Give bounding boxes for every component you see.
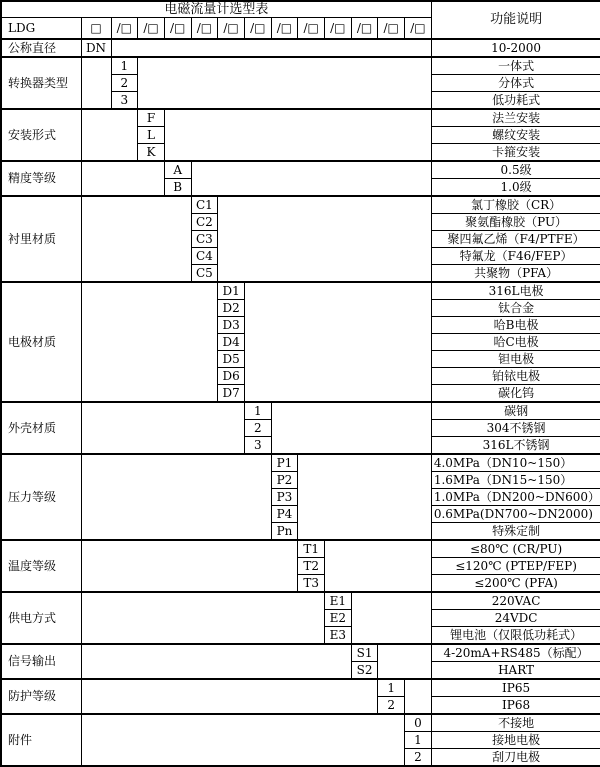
- option-desc: 1.0级: [431, 179, 600, 197]
- option-desc: 特殊定制: [431, 523, 600, 541]
- section-label: 温度等级: [1, 540, 81, 592]
- option-code: K: [138, 144, 165, 162]
- option-code: C3: [191, 231, 218, 248]
- option-desc: 刮刀电极: [431, 749, 600, 767]
- section-label: 转换器类型: [1, 57, 81, 109]
- option-code: 3: [244, 437, 271, 455]
- option-code: P4: [271, 506, 298, 523]
- option-desc: 碳钢: [431, 402, 600, 420]
- option-code: C5: [191, 265, 218, 283]
- option-desc: IP65: [431, 679, 600, 697]
- spacer: [298, 454, 432, 540]
- section-label: 信号输出: [1, 644, 81, 679]
- option-desc: 碳化钨: [431, 385, 600, 403]
- option-desc: 特氟龙（F46/FEP）: [431, 248, 600, 265]
- spacer: [138, 57, 432, 109]
- spacer: [191, 161, 431, 196]
- option-code: C1: [191, 196, 218, 214]
- option-desc: 分体式: [431, 75, 600, 92]
- spacer: [81, 196, 191, 282]
- spacer: [378, 644, 431, 679]
- option-desc: 不接地: [431, 714, 600, 732]
- option-code: A: [164, 161, 191, 179]
- option-desc: 0.6MPa(DN700~DN2000): [431, 506, 600, 523]
- option-desc: 1.0MPa（DN200~DN600）: [431, 489, 600, 506]
- option-desc: 316L电极: [431, 282, 600, 300]
- option-code: L: [138, 127, 165, 144]
- option-desc: 哈B电极: [431, 317, 600, 334]
- option-code: 0: [405, 714, 432, 732]
- option-desc: 聚氨酯橡胶（PU）: [431, 214, 600, 231]
- option-code: D3: [218, 317, 245, 334]
- option-code: DN: [81, 39, 111, 57]
- option-desc: 法兰安装: [431, 109, 600, 127]
- spacer: [164, 109, 431, 161]
- option-desc: 4-20mA+RS485（标配）: [431, 644, 600, 662]
- spacer: [325, 540, 432, 592]
- checkbox-slot: □: [81, 18, 111, 40]
- spacer: [81, 161, 164, 196]
- spacer: [218, 196, 432, 282]
- spacer: [81, 454, 271, 540]
- spacer: [81, 679, 378, 714]
- option-desc: ≤80℃ (CR/PU): [431, 540, 600, 558]
- option-desc: IP68: [431, 697, 600, 715]
- option-desc: 锂电池（仅限低功耗式）: [431, 627, 600, 645]
- option-desc: 304不锈钢: [431, 420, 600, 437]
- spacer: [81, 592, 325, 644]
- section-label: 电极材质: [1, 282, 81, 402]
- option-desc: 接地电极: [431, 732, 600, 749]
- option-desc: 铂铱电极: [431, 368, 600, 385]
- option-desc: 10-2000: [431, 39, 600, 57]
- option-code: 2: [378, 697, 405, 715]
- option-desc: 低功耗式: [431, 92, 600, 110]
- option-desc: 钽电极: [431, 351, 600, 368]
- option-code: 1: [111, 57, 138, 75]
- option-desc: 钛合金: [431, 300, 600, 317]
- checkbox-slot: /□: [405, 18, 432, 40]
- option-desc: 220VAC: [431, 592, 600, 610]
- option-code: D5: [218, 351, 245, 368]
- spacer: [81, 540, 298, 592]
- spacer: [81, 714, 405, 766]
- option-code: S2: [351, 662, 378, 680]
- option-code: 2: [405, 749, 432, 767]
- option-code: 2: [111, 75, 138, 92]
- model-prefix: LDG: [1, 18, 81, 40]
- spacer: [81, 109, 138, 161]
- option-code: D7: [218, 385, 245, 403]
- checkbox-slot: /□: [138, 18, 165, 40]
- checkbox-slot: /□: [218, 18, 245, 40]
- option-code: P1: [271, 454, 298, 472]
- spacer: [405, 679, 432, 714]
- section-label: 衬里材质: [1, 196, 81, 282]
- option-code: C2: [191, 214, 218, 231]
- option-code: 1: [244, 402, 271, 420]
- checkbox-slot: /□: [164, 18, 191, 40]
- section-label: 附件: [1, 714, 81, 766]
- option-desc: HART: [431, 662, 600, 680]
- option-code: B: [164, 179, 191, 197]
- option-desc: 共聚物（PFA）: [431, 265, 600, 283]
- option-code: 2: [244, 420, 271, 437]
- option-desc: 氯丁橡胶（CR）: [431, 196, 600, 214]
- option-desc: 螺纹安装: [431, 127, 600, 144]
- option-desc: 24VDC: [431, 610, 600, 627]
- spacer: [111, 39, 431, 57]
- spacer: [351, 592, 431, 644]
- section-label: 安装形式: [1, 109, 81, 161]
- option-desc: 一体式: [431, 57, 600, 75]
- option-code: P3: [271, 489, 298, 506]
- option-desc: 0.5级: [431, 161, 600, 179]
- checkbox-slot: /□: [111, 18, 138, 40]
- spacer: [81, 644, 351, 679]
- option-code: T1: [298, 540, 325, 558]
- option-code: D6: [218, 368, 245, 385]
- spacer: [81, 57, 111, 109]
- checkbox-slot: /□: [271, 18, 298, 40]
- section-label: 供电方式: [1, 592, 81, 644]
- spacer: [271, 402, 431, 454]
- option-code: 1: [378, 679, 405, 697]
- spacer: [81, 402, 244, 454]
- option-desc: ≤120℃ (PTEP/FEP): [431, 558, 600, 575]
- option-code: E2: [325, 610, 352, 627]
- option-desc: 1.6MPa（DN15~150）: [431, 472, 600, 489]
- option-code: T3: [298, 575, 325, 593]
- spacer: [81, 282, 218, 402]
- option-code: 1: [405, 732, 432, 749]
- option-code: F: [138, 109, 165, 127]
- section-label: 防护等级: [1, 679, 81, 714]
- option-code: D4: [218, 334, 245, 351]
- option-code: P2: [271, 472, 298, 489]
- option-code: E3: [325, 627, 352, 645]
- option-desc: ≤200℃ (PFA): [431, 575, 600, 593]
- option-code: C4: [191, 248, 218, 265]
- function-column-header: 功能说明: [431, 1, 600, 39]
- option-code: D2: [218, 300, 245, 317]
- section-label: 压力等级: [1, 454, 81, 540]
- checkbox-slot: /□: [378, 18, 405, 40]
- checkbox-slot: /□: [325, 18, 352, 40]
- checkbox-slot: /□: [351, 18, 378, 40]
- option-desc: 聚四氟乙烯（F4/PTFE）: [431, 231, 600, 248]
- option-code: T2: [298, 558, 325, 575]
- option-code: Pn: [271, 523, 298, 541]
- spacer: [244, 282, 431, 402]
- section-label: 公称直径: [1, 39, 81, 57]
- option-desc: 316L不锈钢: [431, 437, 600, 455]
- option-code: S1: [351, 644, 378, 662]
- option-desc: 哈C电极: [431, 334, 600, 351]
- option-code: 3: [111, 92, 138, 110]
- checkbox-slot: /□: [298, 18, 325, 40]
- option-desc: 4.0MPa（DN10~150）: [431, 454, 600, 472]
- section-label: 外壳材质: [1, 402, 81, 454]
- checkbox-slot: /□: [191, 18, 218, 40]
- checkbox-slot: /□: [244, 18, 271, 40]
- table-title: 电磁流量计选型表: [1, 1, 431, 18]
- section-label: 精度等级: [1, 161, 81, 196]
- option-code: D1: [218, 282, 245, 300]
- option-desc: 卡箍安装: [431, 144, 600, 162]
- option-code: E1: [325, 592, 352, 610]
